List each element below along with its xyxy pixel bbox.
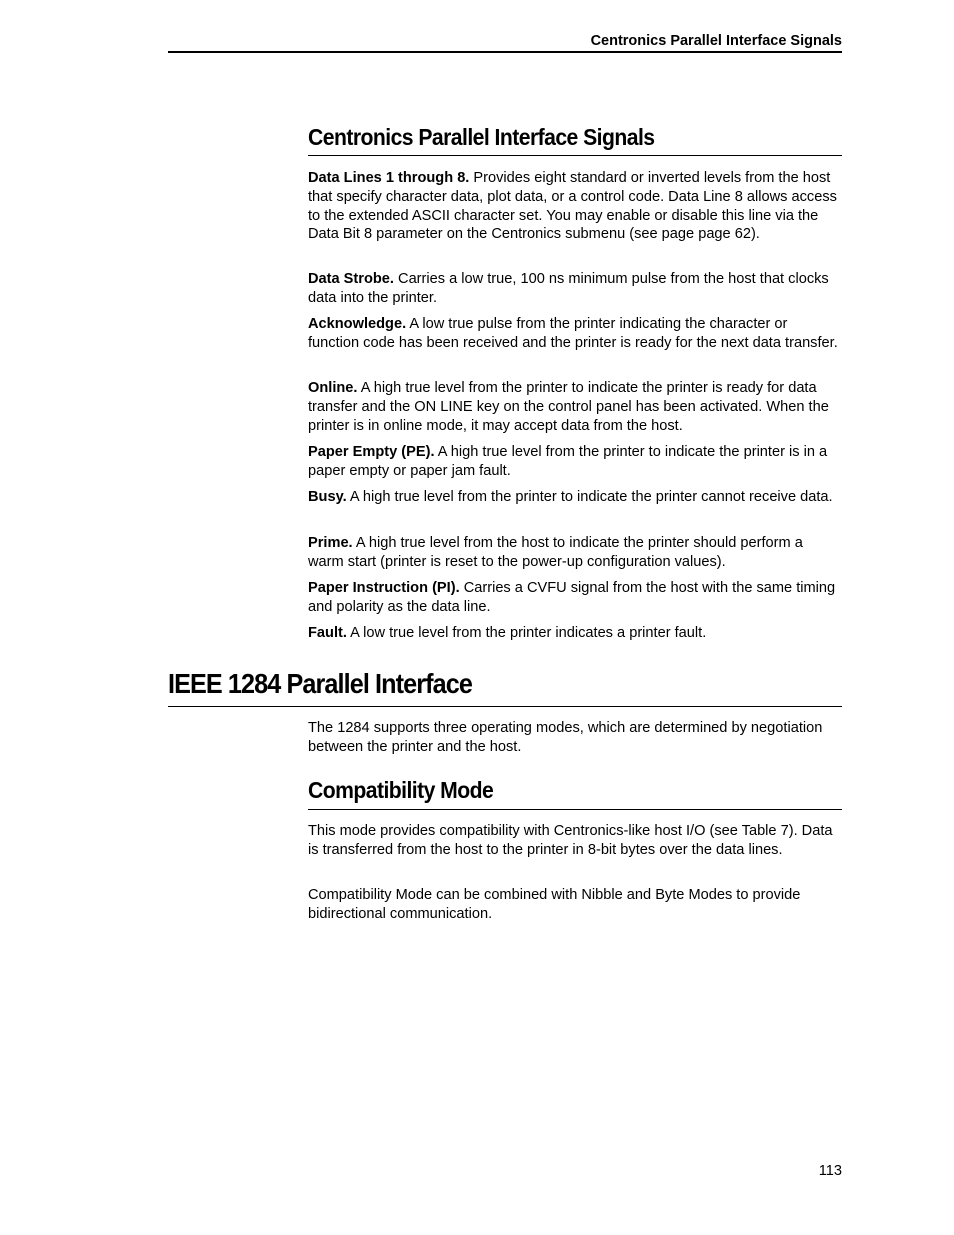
- signal-paper-empty: [308, 443, 842, 481]
- section-heading-compatibility-mode: Compatibility Mode: [308, 777, 494, 803]
- heading-rule: [308, 155, 842, 156]
- signal-description: Provides eight standard or inverted levels from the host that specify character data, plot data, or a control code. Data Line 8 allows access to the extended ASCII character set. You may enable or disable this line via the Data Bit 8 parameter on the Centronics submenu (see page page 62).: [308, 170, 837, 243]
- signal-description: A high true level from the printer to indicate the printer cannot receive data.: [346, 489, 833, 505]
- signal-description: A high true level from the printer to indicate the printer is in a paper empty or paper jam fault.: [308, 444, 828, 479]
- signal-online: [308, 379, 842, 435]
- running-header: Centronics Parallel Interface Signals: [168, 33, 842, 53]
- signal-acknowledge: [308, 315, 842, 353]
- signal-term: Fault.: [308, 625, 347, 641]
- signal-term: Paper Empty (PE).: [308, 444, 435, 460]
- signal-description: A low true pulse from the printer indicating the character or function code has been received and the printer is ready for the next data transfer.: [308, 316, 838, 351]
- signal-term: Acknowledge.: [308, 316, 407, 332]
- signal-description: Carries a CVFU signal from the host with the same timing and polarity as the data line.: [308, 580, 836, 615]
- ieee-intro-paragraph: The 1284 supports three operating modes, which are determined by negotiation between the printer and the host.: [308, 720, 823, 755]
- signal-data-strobe: [308, 270, 842, 308]
- signal-description: A high true level from the host to indicate the printer should perform a warm start (printer is reset to the power-up configuration values).: [308, 535, 803, 570]
- signal-busy: [308, 488, 842, 507]
- signal-term: Online.: [308, 380, 358, 396]
- signal-description: Carries a low true, 100 ns minimum pulse from the host that clocks data into the printer.: [308, 271, 829, 306]
- heading-rule: [308, 809, 842, 810]
- signal-term: Prime.: [308, 535, 353, 551]
- heading-rule: [168, 706, 842, 707]
- signal-term: Data Strobe.: [308, 271, 394, 287]
- signal-description: A low true level from the printer indicates a printer fault.: [346, 625, 707, 641]
- signal-term: Busy.: [308, 489, 347, 505]
- signal-prime: [308, 534, 842, 572]
- signal-data-lines: [308, 169, 842, 244]
- signal-term: Data Lines 1 through 8.: [308, 170, 470, 186]
- section-heading-centronics-signals: Centronics Parallel Interface Signals: [308, 124, 655, 150]
- compat-paragraph-2: Compatibility Mode can be combined with Nibble and Byte Modes to provide bidirectional communication.: [308, 887, 801, 922]
- page-number: 113: [818, 1163, 842, 1179]
- compat-paragraph-1: This mode provides compatibility with Centronics-like host I/O (see Table 7). Data is transferred from the host to the printer in 8-bit bytes over the data lines.: [308, 823, 833, 858]
- section-heading-ieee-1284: IEEE 1284 Parallel Interface: [168, 668, 473, 699]
- signal-term: Paper Instruction (PI).: [308, 580, 460, 596]
- signal-paper-instruction: [308, 579, 842, 617]
- signal-description: A high true level from the printer to indicate the printer is ready for data transfer and the ON LINE key on the control panel has been activated. When the printer is in online mode, it may accept data from the host.: [308, 380, 829, 434]
- signal-fault: [308, 624, 842, 643]
